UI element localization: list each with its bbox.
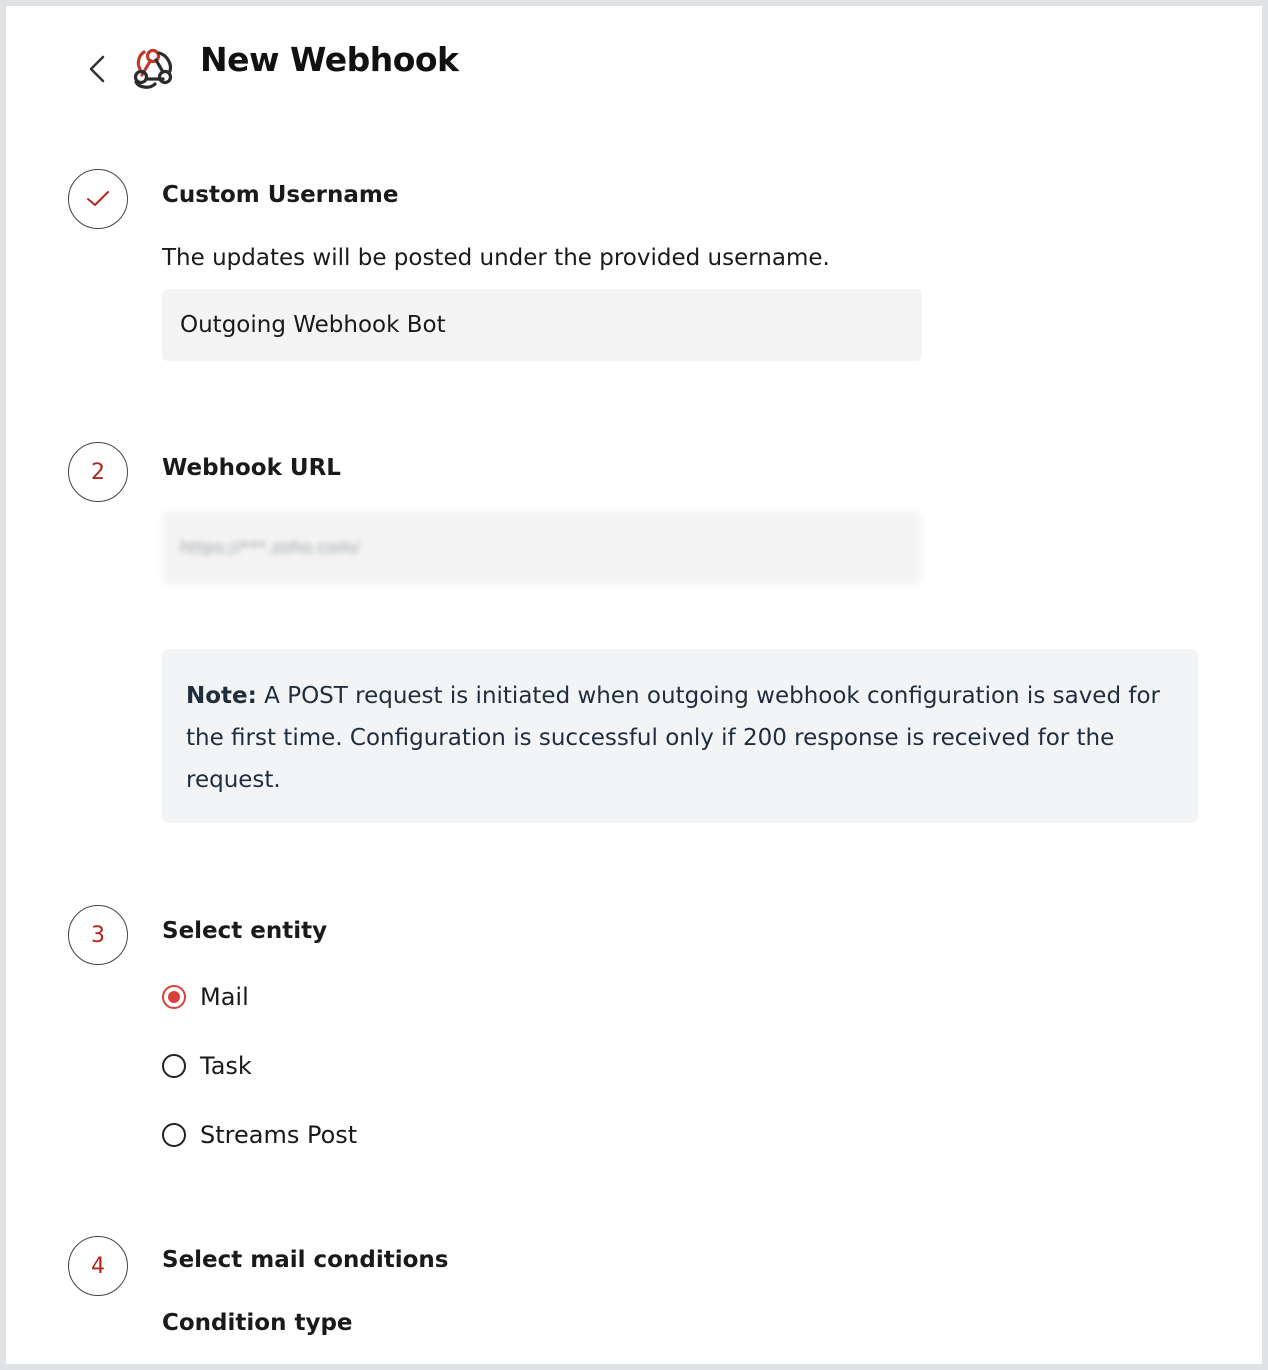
- condition-type-heading: Condition type: [162, 1310, 353, 1336]
- webhook-url-input[interactable]: [162, 512, 922, 584]
- radio-button-selected[interactable]: [162, 985, 186, 1009]
- radio-button[interactable]: [162, 1123, 186, 1147]
- step-4-indicator: 4: [68, 1236, 128, 1296]
- step-3-indicator: 3: [68, 905, 128, 965]
- note-text: A POST request is initiated when outgoing webhook configuration is saved for the first time. Configuration is successful only if 200 response is received for the request.: [186, 683, 1160, 793]
- custom-username-input[interactable]: [162, 289, 922, 361]
- page-title: New Webhook: [200, 40, 459, 79]
- radio-label: Task: [200, 1052, 252, 1080]
- step-2-title: Webhook URL: [162, 455, 341, 481]
- note-box: [162, 649, 1198, 823]
- step-1-title: Custom Username: [162, 182, 399, 208]
- back-button[interactable]: [82, 52, 112, 86]
- radio-button[interactable]: [162, 1054, 186, 1078]
- step-4-title: Select mail conditions: [162, 1247, 449, 1273]
- webhook-icon: [130, 44, 176, 90]
- webhook-form-page: [6, 6, 1262, 1364]
- note-label: Note:: [186, 683, 257, 709]
- chevron-left-icon: [88, 54, 106, 84]
- step-1-description: The updates will be posted under the provided username.: [162, 245, 830, 271]
- radio-label: Mail: [200, 983, 249, 1011]
- step-3-title: Select entity: [162, 918, 328, 944]
- checkmark-icon: [86, 190, 110, 208]
- radio-option-mail[interactable]: [162, 980, 249, 1014]
- radio-label: Streams Post: [200, 1121, 358, 1149]
- step-1-complete-indicator: [68, 169, 128, 229]
- radio-option-task[interactable]: [162, 1049, 252, 1083]
- step-2-indicator: 2: [68, 442, 128, 502]
- radio-option-streams-post[interactable]: [162, 1118, 357, 1152]
